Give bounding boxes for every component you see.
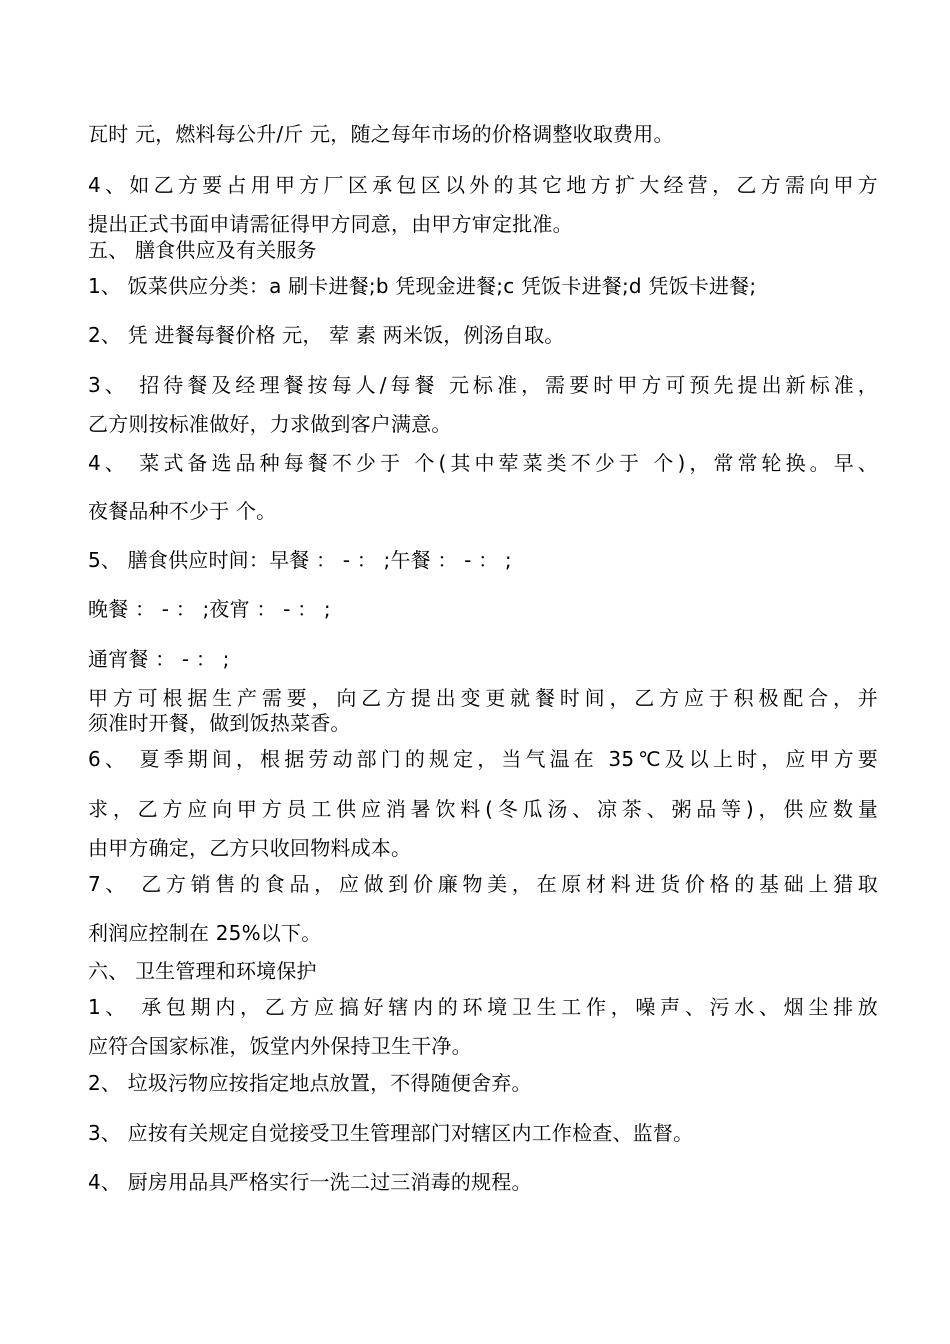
text-line: 3、 招待餐及经理餐按每人/每餐 元标准，需要时甲方可预先提出新标准， [88, 373, 878, 397]
text-line: 2、 凭 进餐每餐价格 元， 荤 素 两米饭，例汤自取。 [88, 323, 565, 347]
text-line: 1、 承包期内，乙方应搞好辖内的环境卫生工作，噪声、污水、烟尘排放 [88, 995, 878, 1019]
text-line: 4、 菜式备选品种每餐不少于 个(其中荤菜类不少于 个)，常常轮换。早、 [88, 451, 878, 475]
text-line: 5、 膳食供应时间：早餐 ： - ： ;午餐 ： - ： ; [88, 548, 512, 572]
text-line: 夜餐品种不少于 个。 [88, 499, 277, 523]
text-line: 通宵餐 ： - ： ; [88, 647, 230, 671]
text-line: 须准时开餐，做到饭热菜香。 [88, 711, 351, 735]
text-line: 提出正式书面申请需征得甲方同意，由甲方审定批准。 [88, 212, 573, 236]
text-line: 应符合国家标准，饭堂内外保持卫生干净。 [88, 1034, 472, 1058]
text-line: 4、如乙方要占用甲方厂区承包区以外的其它地方扩大经营，乙方需向甲方 [88, 173, 878, 197]
text-line: 7、 乙方销售的食品，应做到价廉物美，在原材料进货价格的基础上猎取 [88, 872, 878, 896]
text-line: 4、 厨房用品具严格实行一洗二过三消毒的规程。 [88, 1170, 532, 1194]
text-line: 2、 垃圾污物应按指定地点放置，不得随便舍弃。 [88, 1071, 532, 1095]
text-line: 利润应控制在 25%以下。 [88, 921, 322, 945]
text-line: 瓦时 元，燃料每公升/斤 元，随之每年市场的价格调整收取费用。 [88, 122, 674, 146]
text-line: 6、 夏季期间，根据劳动部门的规定，当气温在 35℃及以上时，应甲方要 [88, 747, 878, 771]
text-line: 求，乙方应向甲方员工供应消暑饮料(冬瓜汤、凉茶、粥品等)，供应数量 [88, 797, 878, 821]
section-heading: 五、 膳食供应及有关服务 [88, 238, 317, 262]
text-line: 1、 饭菜供应分类：a 刷卡进餐;b 凭现金进餐;c 凭饭卡进餐;d 凭饭卡进餐; [88, 274, 757, 298]
text-line: 3、 应按有关规定自觉接受卫生管理部门对辖区内工作检查、监督。 [88, 1121, 694, 1145]
text-line: 由甲方确定，乙方只收回物料成本。 [88, 836, 412, 860]
text-line: 甲方可根据生产需要，向乙方提出变更就餐时间，乙方应于积极配合，并 [88, 686, 878, 710]
text-line: 晚餐 ： - ： ;夜宵 ： - ： ; [88, 597, 331, 621]
section-heading: 六、 卫生管理和环境保护 [88, 959, 317, 983]
text-line: 乙方则按标准做好，力求做到客户满意。 [88, 412, 452, 436]
